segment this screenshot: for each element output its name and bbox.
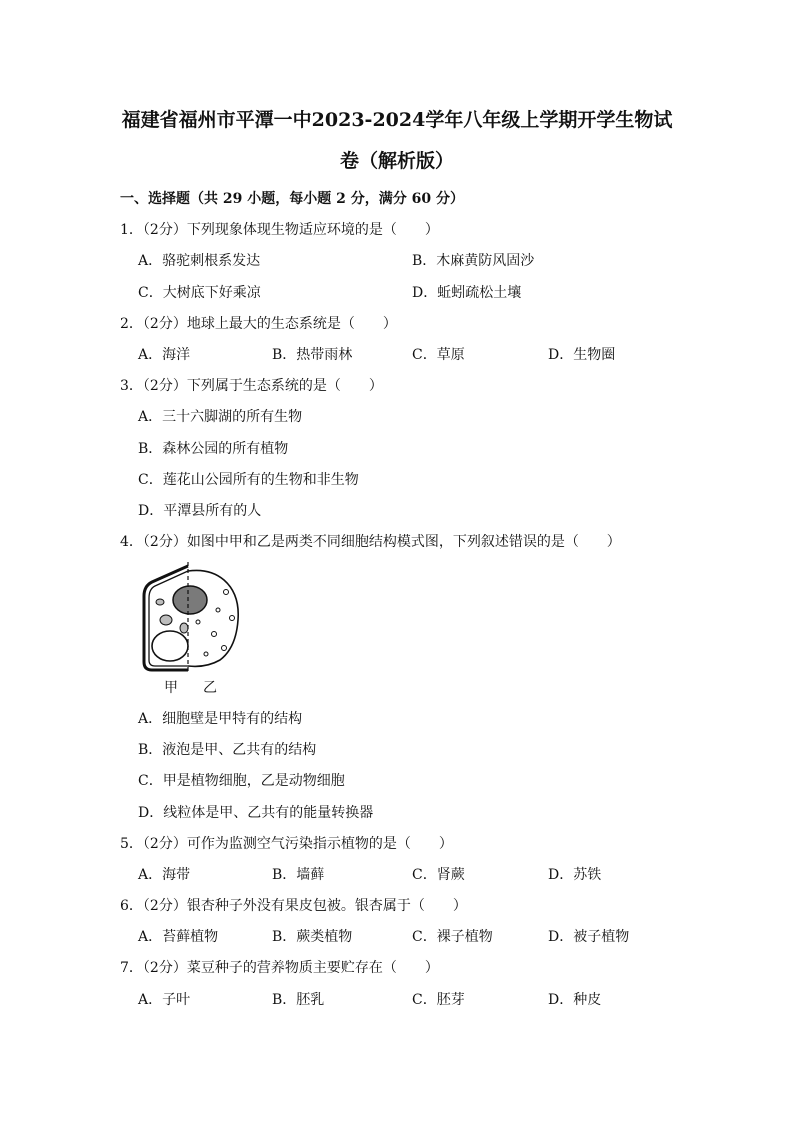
question-7-option-a: A．子叶 xyxy=(138,992,191,1008)
question-2-option-b: B．热带雨林 xyxy=(272,347,353,363)
question-5-option-d: D．苏铁 xyxy=(548,867,602,883)
organelle-dot xyxy=(204,652,208,656)
question-3-option-a: A．三十六脚湖的所有生物 xyxy=(138,409,303,425)
figure-label-yi: 乙 xyxy=(203,680,217,696)
vacuole-shape xyxy=(152,631,188,661)
cell-structure-figure xyxy=(138,562,248,674)
chloroplast-shape xyxy=(180,623,188,633)
nucleus-shape xyxy=(173,586,207,614)
organelle-dot xyxy=(224,590,229,595)
question-4-stem: 4．（2分）如图中甲和乙是两类不同细胞结构模式图，下列叙述错误的是（ ） xyxy=(120,534,621,550)
question-2-option-a: A．海洋 xyxy=(138,347,191,363)
organelle-dot xyxy=(212,632,217,637)
question-5-option-c: C．肾蕨 xyxy=(412,867,465,883)
question-5-stem: 5．（2分）可作为监测空气污染指示植物的是（ ） xyxy=(120,836,453,852)
question-4-option-b: B．液泡是甲、乙共有的结构 xyxy=(138,742,317,758)
organelle-dot xyxy=(216,608,220,612)
cell-membrane-right xyxy=(188,570,238,666)
question-3-option-c: C．莲花山公园所有的生物和非生物 xyxy=(138,472,359,488)
question-6-option-a: A．苔藓植物 xyxy=(138,929,219,945)
question-3-stem: 3．（2分）下列属于生态系统的是（ ） xyxy=(120,378,383,394)
question-4-option-d: D．线粒体是甲、乙共有的能量转换器 xyxy=(138,805,374,821)
question-5-option-b: B．墙藓 xyxy=(272,867,325,883)
question-1-option-c: C．大树底下好乘凉 xyxy=(138,285,261,301)
question-4-option-a: A．细胞壁是甲特有的结构 xyxy=(138,711,303,727)
page-title-line-2: 卷（解析版） xyxy=(339,150,454,172)
question-2-option-c: C．草原 xyxy=(412,347,465,363)
organelle-dot xyxy=(222,646,227,651)
question-7-option-d: D．种皮 xyxy=(548,992,602,1008)
figure-label-jia: 甲 xyxy=(164,680,178,696)
question-6-option-d: D．被子植物 xyxy=(548,929,630,945)
question-1-option-b: B．木麻黄防风固沙 xyxy=(412,253,535,269)
question-2-option-d: D．生物圈 xyxy=(548,347,616,363)
chloroplast-shape xyxy=(160,615,172,625)
chloroplast-shape xyxy=(156,599,164,605)
organelle-dot xyxy=(230,616,235,621)
question-1-option-a: A．骆驼刺根系发达 xyxy=(138,253,261,269)
question-2-stem: 2．（2分）地球上最大的生态系统是（ ） xyxy=(120,316,397,332)
question-5-option-a: A．海带 xyxy=(138,867,191,883)
question-6-stem: 6．（2分）银杏种子外没有果皮包被。银杏属于（ ） xyxy=(120,898,467,914)
question-4-option-c: C．甲是植物细胞，乙是动物细胞 xyxy=(138,773,345,789)
question-1-option-d: D．蚯蚓疏松土壤 xyxy=(412,285,522,301)
question-7-stem: 7．（2分）菜豆种子的营养物质主要贮存在（ ） xyxy=(120,960,439,976)
page-title-line-1: 福建省福州市平潭一中2023-2024学年八年级上学期开学生物试 xyxy=(121,109,673,131)
question-3-option-b: B．森林公园的所有植物 xyxy=(138,441,289,457)
question-3-option-d: D．平潭县所有的人 xyxy=(138,503,262,519)
section-heading: 一、选择题（共 29 小题，每小题 2 分，满分 60 分） xyxy=(120,191,464,207)
question-7-option-b: B．胚乳 xyxy=(272,992,325,1008)
question-6-option-b: B．蕨类植物 xyxy=(272,929,353,945)
question-6-option-c: C．裸子植物 xyxy=(412,929,493,945)
question-7-option-c: C．胚芽 xyxy=(412,992,465,1008)
question-1-stem: 1．（2分）下列现象体现生物适应环境的是（ ） xyxy=(120,222,439,238)
organelle-dot xyxy=(196,620,200,624)
